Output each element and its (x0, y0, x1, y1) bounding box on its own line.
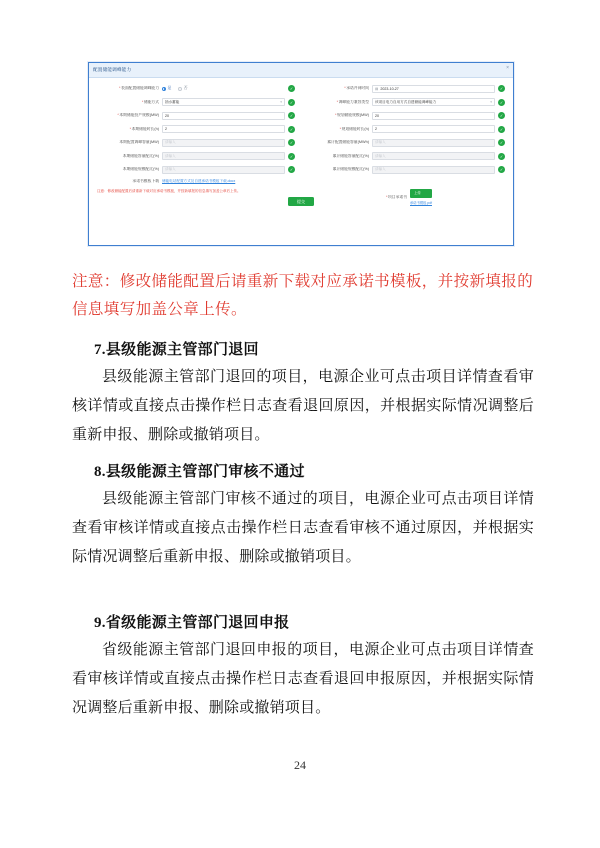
field-control (372, 139, 505, 147)
status-ok-icon: ✓ (289, 86, 294, 91)
figure-note: 注意：修改储能配置后请重新下载对应承诺书模板，并按新填报的信息填写加盖公章后上传。 (97, 189, 241, 193)
field-control (162, 139, 295, 147)
field-label: *调峰能力兼容类型 (336, 99, 369, 104)
upload-button[interactable]: 上传 (410, 189, 432, 198)
field-row (307, 152, 505, 161)
required-mark: * (141, 99, 144, 104)
template-label: 承诺书模板下载 (132, 179, 159, 183)
field-control (372, 112, 505, 120)
field-row (307, 84, 505, 93)
field-control (162, 98, 295, 106)
field-row (97, 111, 295, 120)
status-ok-icon: ✓ (499, 153, 504, 159)
upload-control (410, 189, 432, 205)
form-grid (97, 84, 505, 174)
chevron-down-icon: ▾ (280, 100, 282, 104)
close-icon[interactable]: × (506, 65, 509, 71)
field-row (307, 111, 505, 120)
field-label: 累计配置储能容量(MWh) (327, 140, 369, 144)
section-heading: 7.县级能源主管部门退回 (94, 342, 259, 358)
field-row (307, 125, 505, 134)
dialog-header (89, 63, 513, 78)
field-row (97, 125, 295, 134)
field-control (372, 98, 505, 106)
date-input[interactable]: ▤ 2023-10-27 (372, 85, 495, 93)
current-capacity-ratio-input: 请输入 (162, 152, 285, 160)
peak-type-select[interactable]: 该项目电力自用方式自建储能调峰能力 ▾ (372, 98, 495, 106)
section-body: 县级能源主管部门退回的项目，电源企业可点击项目详情查看审核详情或直接点击操作栏日志查看退回原因，并根据实际情况调整后重新申报、删除或撤销项目。 (72, 369, 534, 443)
section-9 (72, 611, 534, 723)
total-scale-ratio-input: 请输入 (372, 166, 495, 174)
status-ok-icon: ✓ (499, 99, 504, 105)
field-label: *规划储能规模(MW) (334, 113, 369, 117)
field-control (372, 166, 505, 174)
current-peak-capacity-input: 请输入 (162, 139, 285, 147)
radio-dot-icon (162, 87, 166, 91)
field-label: *表面配置储能调峰能力 (119, 86, 159, 90)
planned-duration-input[interactable]: 2 (372, 125, 495, 133)
field-row (97, 84, 295, 93)
status-ok-icon: ✓ (289, 126, 294, 132)
field-label: 累计储能容量配比(%) (332, 153, 369, 158)
field-label: *规划储能时长(h) (339, 126, 369, 131)
radio-group[interactable] (162, 86, 285, 91)
calendar-icon: ▤ (375, 86, 379, 91)
field-control (162, 166, 295, 174)
field-label: 累计储能规模配比(%) (332, 167, 369, 171)
upload-label: *项目承诺书 (386, 194, 407, 199)
field-control (372, 152, 505, 160)
section-body: 省级能源主管部门退回申报的项目，电源企业可点击项目详情查看审核详情或直接点击操作栏日志查看退回申报原因，并根据实际情况调整后重新申报、删除或撤销项目。 (72, 642, 534, 716)
section-heading: 8.县级能源主管部门审核不通过 (94, 464, 305, 480)
upload-field (355, 189, 505, 205)
current-scale-input[interactable]: 20 (162, 112, 285, 120)
red-warning-note: 注意：修改储能配置后请重新下载对应承诺书模板，并按新填报的信息填写加盖公章上传。 (72, 273, 534, 318)
page-number: 24 (294, 758, 306, 772)
status-ok-icon: ✓ (289, 167, 294, 172)
storage-type-select[interactable]: 抽水蓄能 ▾ (162, 98, 285, 106)
field-label: *储能方式 (141, 99, 159, 104)
field-row (97, 98, 295, 107)
uploaded-file-link[interactable]: 承诺书模板.pdf (410, 201, 432, 205)
current-scale-ratio-input: 请输入 (162, 166, 285, 174)
required-mark: * (336, 99, 339, 104)
section-7 (72, 338, 534, 450)
field-control (162, 112, 295, 120)
required-mark: * (334, 113, 337, 117)
status-ok-icon: ✓ (289, 153, 294, 159)
status-ok-icon: ✓ (499, 113, 504, 118)
field-label: *承诺并网时间 (344, 86, 369, 90)
required-mark: * (344, 86, 346, 90)
field-control (372, 125, 505, 133)
radio-dot-icon (178, 87, 182, 91)
total-capacity-ratio-input: 请输入 (372, 152, 495, 160)
field-control (162, 152, 295, 160)
field-label: *本期储能投产规模(MW) (117, 113, 159, 117)
dialog-screenshot (88, 62, 514, 246)
current-duration-input[interactable]: 2 (162, 125, 285, 133)
radio-option-yes[interactable]: 是 (162, 86, 171, 91)
dialog-body (89, 78, 513, 209)
status-ok-icon: ✓ (499, 86, 504, 91)
template-download-row (97, 179, 505, 184)
planned-scale-input[interactable]: 20 (372, 112, 495, 120)
field-label: 本期储能容量配比(%) (122, 153, 159, 158)
field-label: 本期储能规模配比(%) (122, 167, 159, 171)
field-row (307, 165, 505, 174)
required-mark: * (386, 194, 388, 199)
status-ok-icon: ✓ (499, 140, 504, 145)
field-control (162, 125, 295, 133)
field-row (307, 138, 505, 147)
field-row (97, 165, 295, 174)
status-ok-icon: ✓ (499, 167, 504, 172)
field-label: 本期配置调峰容量(MW) (119, 140, 159, 144)
status-ok-icon: ✓ (289, 99, 294, 105)
radio-option-no[interactable]: 否 (178, 86, 187, 91)
status-ok-icon: ✓ (289, 113, 294, 118)
submit-button[interactable]: 提交 (288, 197, 314, 206)
field-control (372, 85, 505, 93)
dialog-title: 配置储能调峰能力 (93, 67, 132, 72)
total-capacity-input: 请输入 (372, 139, 495, 147)
field-label: *本期储能时长(h) (129, 126, 159, 131)
section-body: 县级能源主管部门审核不通过的项目，电源企业可点击项目详情查看审核详情或直接点击操作栏日志查看审核不通过原因，并根据实际情况调整后重新申报、删除或撤销项目。 (72, 491, 534, 565)
required-mark: * (117, 113, 119, 117)
field-row (97, 152, 295, 161)
required-mark: * (129, 126, 132, 131)
status-ok-icon: ✓ (499, 126, 504, 132)
field-control (162, 85, 295, 92)
required-mark: * (119, 86, 121, 90)
status-ok-icon: ✓ (289, 140, 294, 145)
required-mark: * (339, 126, 342, 131)
template-download-link[interactable]: 储能电站配置方式及自建承诺书模板下载.docx (162, 179, 236, 183)
section-8 (72, 460, 534, 572)
field-row (307, 98, 505, 107)
chevron-down-icon: ▾ (490, 100, 492, 104)
section-heading: 9.省级能源主管部门退回申报 (94, 615, 290, 631)
field-row (97, 138, 295, 147)
